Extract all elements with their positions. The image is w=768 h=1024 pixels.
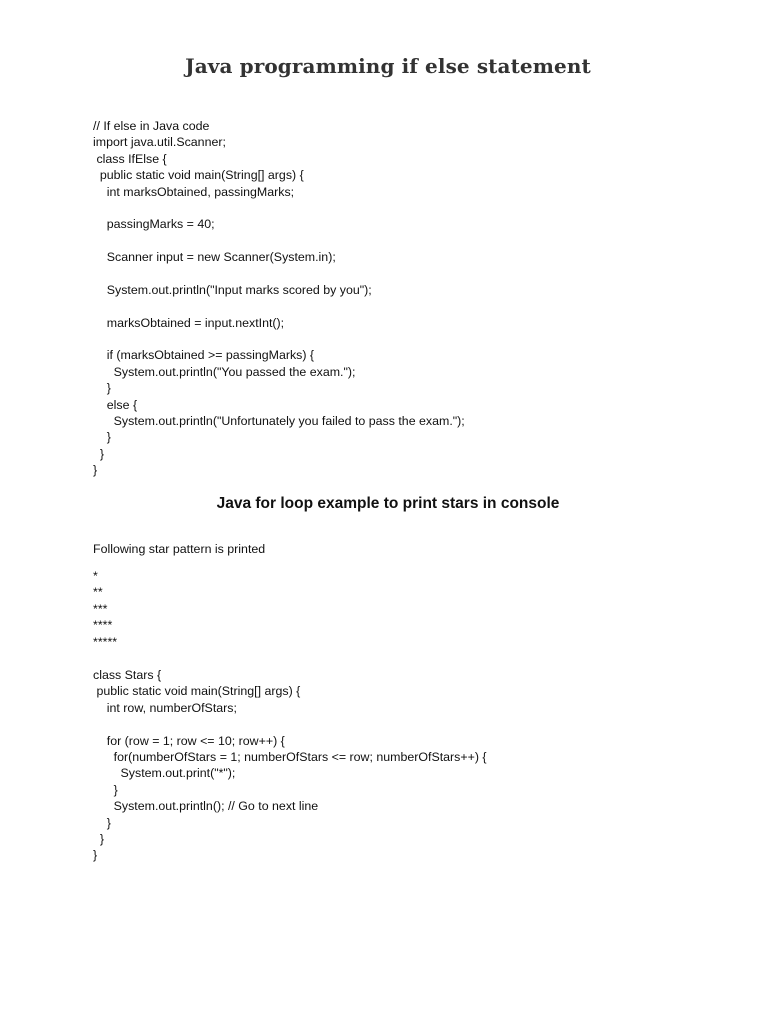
star-pattern-line: ***** [93, 634, 118, 649]
intro-text: Following star pattern is printed [93, 542, 266, 556]
code-line: } [93, 463, 98, 478]
code-line: } [93, 381, 111, 396]
code-line: int row, numberOfStars; [93, 700, 237, 715]
code-line: class IfElse { [93, 151, 167, 166]
code-line [93, 200, 465, 216]
code-line: } [93, 815, 111, 830]
code-line: import java.util.Scanner; [93, 135, 226, 150]
code-line [93, 298, 465, 314]
code-line: } [93, 430, 111, 445]
code-line: System.out.println("Input marks scored by you"); [93, 282, 372, 297]
star-pattern-block [93, 568, 117, 650]
code-line: int marksObtained, passingMarks; [93, 184, 295, 199]
code-line: if (marksObtained >= passingMarks) { [93, 348, 315, 363]
code-line: class Stars { [93, 668, 162, 682]
code-line: Scanner input = new Scanner(System.in); [93, 250, 336, 265]
code-line: passingMarks = 40; [93, 217, 215, 232]
code-line: System.out.print("*"); [93, 766, 236, 781]
document-title: Java programming if else statement [185, 54, 591, 78]
code-line: for(numberOfStars = 1; numberOfStars <= row; numberOfStars++) { [93, 749, 487, 764]
code-line: for (row = 1; row <= 10; row++) { [93, 733, 285, 748]
code-line: System.out.println("Unfortunately you failed to pass the exam."); [93, 414, 465, 429]
code-line: } [93, 848, 98, 863]
code-line [93, 716, 487, 732]
star-pattern-line: ** [93, 585, 103, 600]
code-line: // If else in Java code [93, 119, 210, 133]
code-line: } [93, 446, 105, 461]
code-line: } [93, 782, 118, 797]
star-pattern-line: *** [93, 601, 108, 616]
code-line: marksObtained = input.nextInt(); [93, 315, 285, 330]
code-line: else { [93, 397, 138, 412]
star-pattern-line: **** [93, 618, 113, 633]
code-line [93, 266, 465, 282]
section-title: Java for loop example to print stars in console [216, 495, 560, 512]
if-else-code-block [93, 118, 465, 479]
code-line: public static void main(String[] args) { [93, 684, 301, 699]
stars-code-block [93, 667, 487, 864]
code-line [93, 233, 465, 249]
code-line: } [93, 831, 105, 846]
code-line [93, 331, 465, 347]
code-line: System.out.println("You passed the exam."); [93, 364, 356, 379]
code-line: System.out.println(); // Go to next line [93, 799, 319, 814]
star-pattern-line: * [93, 569, 98, 583]
code-line: public static void main(String[] args) { [93, 168, 304, 183]
